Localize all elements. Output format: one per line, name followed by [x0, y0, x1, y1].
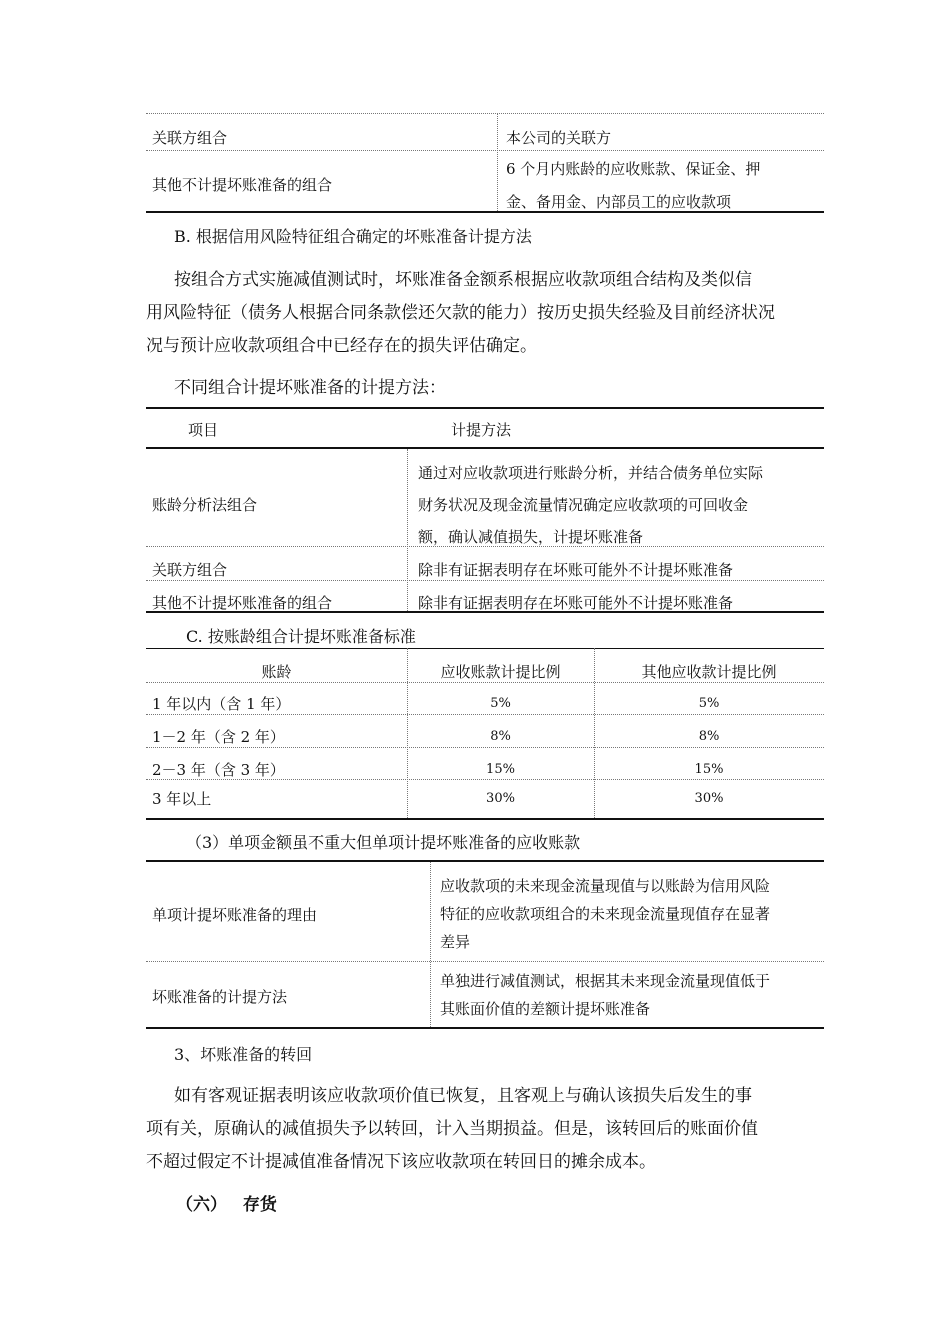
- table-top-border: [146, 113, 824, 114]
- table-header-cell: 账龄: [261, 663, 292, 681]
- paragraph-line: 不同组合计提坏账准备的计提方法：: [174, 378, 446, 398]
- row-divider: [146, 682, 824, 683]
- table-cell: 6 个月内账龄的应收账款、保证金、押: [506, 160, 761, 178]
- table-cell: 除非有证据表明存在坏账可能外不计提坏账准备: [418, 561, 734, 579]
- column-divider: [430, 862, 431, 1027]
- row-divider: [146, 961, 824, 962]
- column-divider: [497, 113, 498, 211]
- paragraph-line: 不超过假定不计提减值准备情况下该应收款项在转回日的摊余成本。: [146, 1152, 656, 1172]
- section-heading: C. 按账龄组合计提坏账准备标准: [186, 627, 416, 646]
- table-cell: 特征的应收款项组合的未来现金流量现值存在显著: [440, 905, 771, 923]
- table-cell: 单独进行减值测试，根据其未来现金流量现值低于: [440, 972, 771, 990]
- table-cell: 关联方组合: [152, 129, 228, 147]
- table-header-cell: 项目: [188, 421, 219, 439]
- table-cell: 本公司的关联方: [506, 129, 612, 147]
- table-cell: 15%: [694, 762, 724, 777]
- table-cell: 3 年以上: [152, 790, 212, 808]
- table-cell: 账龄分析法组合: [152, 496, 258, 514]
- table-top-border: [146, 648, 824, 649]
- table-cell: 单项计提坏账准备的理由: [152, 906, 318, 924]
- table-cell: 除非有证据表明存在坏账可能外不计提坏账准备: [418, 594, 734, 612]
- row-divider: [146, 779, 824, 780]
- table-cell: 财务状况及现金流量情况确定应收款项的可回收金: [418, 496, 749, 514]
- table-cell: 其他不计提坏账准备的组合: [152, 594, 333, 612]
- paragraph-line: 况与预计应收款项组合中已经存在的损失评估确定。: [146, 336, 537, 356]
- table-header-cell: 计提方法: [451, 421, 512, 439]
- row-divider: [146, 714, 824, 715]
- table-cell: 其账面价值的差额计提坏账准备: [440, 1000, 651, 1018]
- table-bottom-border: [146, 211, 824, 213]
- section-heading: B. 根据信用风险特征组合确定的坏账准备计提方法: [174, 227, 532, 246]
- section-heading: （3）单项金额虽不重大但单项计提坏账准备的应收账款: [186, 833, 581, 852]
- table-top-border: [146, 407, 824, 409]
- row-divider: [146, 546, 824, 547]
- table-cell: 2－3 年（含 3 年）: [152, 761, 285, 779]
- paragraph-line: 项有关，原确认的减值损失予以转回，计入当期损益。但是，该转回后的账面价值: [146, 1119, 758, 1139]
- table-bottom-border: [146, 611, 824, 613]
- paragraph-line: 用风险特征（债务人根据合同条款偿还欠款的能力）按历史损失经验及目前经济状况: [146, 303, 775, 323]
- section-heading: 3、坏账准备的转回: [174, 1045, 313, 1064]
- table-header-cell: 应收账款计提比例: [440, 663, 561, 681]
- row-divider: [146, 747, 824, 748]
- table-header-cell: 其他应收款计提比例: [641, 663, 777, 681]
- table-cell: 差异: [440, 933, 471, 951]
- section-number: （六）: [176, 1195, 227, 1215]
- table-cell: 关联方组合: [152, 561, 228, 579]
- table-cell: 15%: [486, 762, 515, 777]
- table-cell: 8%: [698, 729, 720, 744]
- row-divider: [146, 150, 824, 151]
- table-cell: 5%: [698, 696, 720, 711]
- table-cell: 30%: [694, 791, 724, 806]
- table-cell: 额，确认减值损失，计提坏账准备: [418, 528, 644, 546]
- table-top-border: [146, 860, 824, 862]
- header-divider: [146, 447, 824, 449]
- row-divider: [146, 580, 824, 581]
- table-cell: 应收款项的未来现金流量现值与以账龄为信用风险: [440, 877, 771, 895]
- table-cell: 1－2 年（含 2 年）: [152, 728, 285, 746]
- paragraph-line: 如有客观证据表明该应收款项价值已恢复，且客观上与确认该损失后发生的事: [174, 1086, 752, 1106]
- table-cell: 1 年以内（含 1 年）: [152, 695, 291, 713]
- column-divider: [407, 449, 408, 611]
- section-title: 存货: [242, 1195, 277, 1215]
- table-cell: 8%: [490, 729, 511, 744]
- section-heading: [176, 1193, 277, 1217]
- table-cell: 通过对应收款项进行账龄分析，并结合债务单位实际: [418, 464, 764, 482]
- table-cell: 30%: [486, 791, 515, 806]
- table-cell: 5%: [490, 696, 511, 711]
- table-cell: 坏账准备的计提方法: [152, 988, 288, 1006]
- paragraph-line: 按组合方式实施减值测试时，坏账准备金额系根据应收款项组合结构及类似信: [174, 270, 752, 290]
- table-cell: 金、备用金、内部员工的应收款项: [506, 193, 732, 211]
- table-bottom-border: [146, 818, 824, 820]
- table-bottom-border: [146, 1027, 824, 1029]
- table-cell: 其他不计提坏账准备的组合: [152, 176, 333, 194]
